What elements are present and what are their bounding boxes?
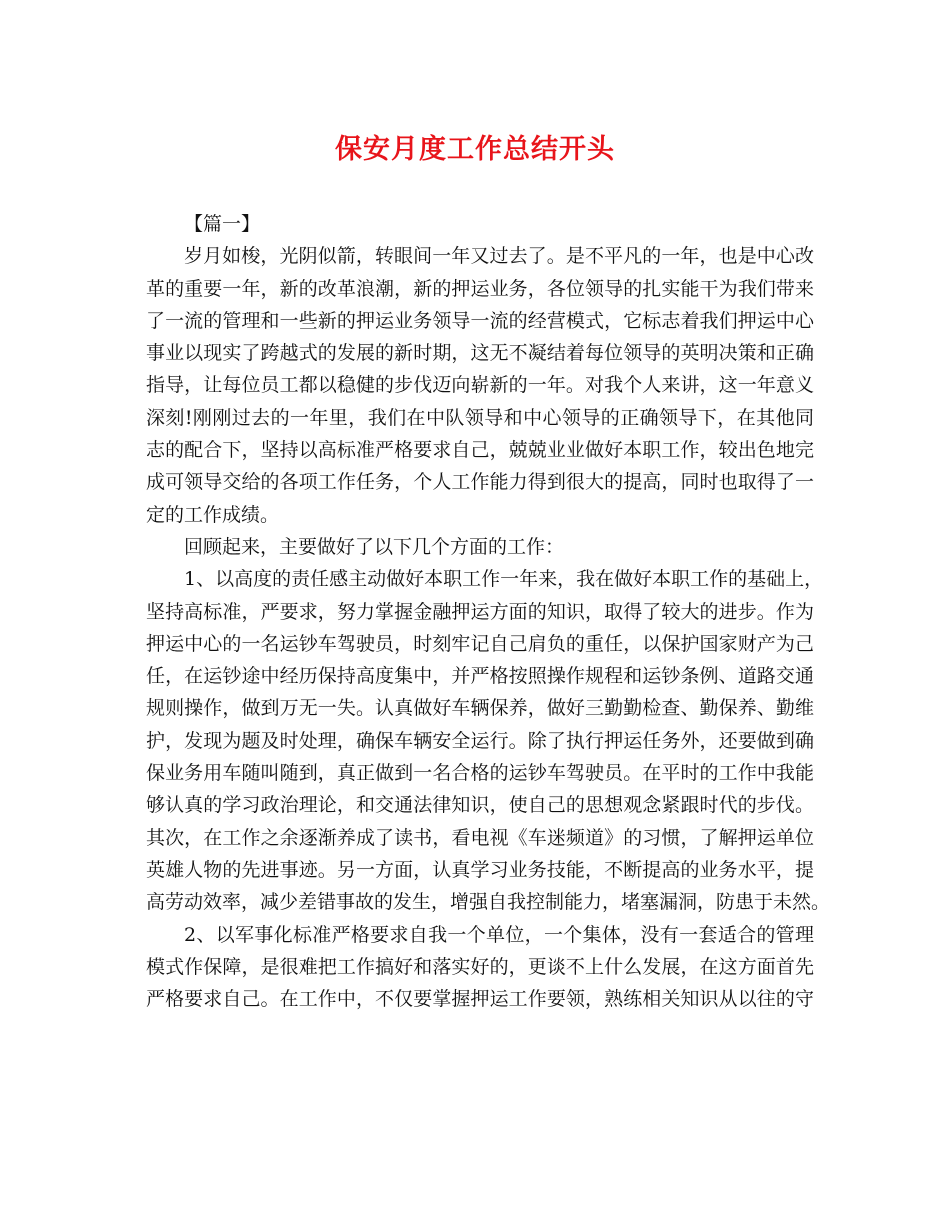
paragraph-line: 定的工作成绩。: [146, 503, 280, 526]
paragraph-line: 押运中心的一名运钞车驾驶员，时刻牢记自己肩负的重任，以保护国家财产为己: [146, 632, 814, 655]
paragraph-line: 2、以军事化标准严格要求自我一个单位，一个集体，没有一套适合的管理: [184, 923, 814, 946]
paragraph-line: 回顾起来，主要做好了以下几个方面的工作：: [184, 535, 565, 558]
paragraph-line: 英雄人物的先进事迹。另一方面，认真学习业务技能，不断提高的业务水平，提: [146, 858, 814, 881]
paragraph-line: 其次，在工作之余逐渐养成了读书，看电视《车迷频道》的习惯，了解押运单位: [146, 826, 814, 849]
section-heading: 【篇一】: [184, 213, 261, 235]
paragraph-line: 事业以现实了跨越式的发展的新时期，这无不凝结着每位领导的英明决策和正确: [146, 342, 814, 365]
paragraph-line: 护，发现为题及时处理，确保车辆安全运行。除了执行押运任务外，还要做到确: [146, 729, 814, 752]
paragraph-line: 1、以高度的责任感主动做好本职工作一年来，我在做好本职工作的基础上，: [184, 568, 824, 591]
paragraph-line: 任，在运钞途中经历保持高度集中，并严格按照操作规程和运钞条例、道路交通: [146, 665, 814, 688]
paragraph-line: 规则操作，做到万无一失。认真做好车辆保养，做好三勤勤检查、勤保养、勤维: [146, 697, 814, 720]
paragraph-line: 严格要求自己。在工作中，不仅要掌握押运工作要领，熟练相关知识从以往的守: [146, 988, 814, 1011]
paragraph-line: 够认真的学习政治理论，和交通法律知识，使自己的思想观念紧跟时代的步伐。: [146, 794, 814, 817]
paragraph-line: 成可领导交给的各项工作任务，个人工作能力得到很大的提高，同时也取得了一: [146, 471, 814, 494]
paragraph-line: 高劳动效率，减少差错事故的发生，增强自我控制能力，堵塞漏洞，防患于未然。: [146, 891, 831, 914]
document-title: 保安月度工作总结开头: [335, 134, 615, 165]
paragraph-line: 指导，让每位员工都以稳健的步伐迈向崭新的一年。对我个人来讲，这一年意义: [146, 374, 814, 397]
paragraph-line: 了一流的管理和一些新的押运业务领导一流的经营模式，它标志着我们押运中心: [146, 309, 814, 332]
paragraph-line: 志的配合下，坚持以高标准严格要求自己，兢兢业业做好本职工作，较出色地完: [146, 439, 814, 462]
paragraph-line: 模式作保障，是很难把工作搞好和落实好的，更谈不上什么发展，在这方面首先: [146, 955, 814, 978]
paragraph-line: 革的重要一年，新的改革浪潮，新的押运业务，各位领导的扎实能干为我们带来: [146, 277, 814, 300]
paragraph-line: 保业务用车随叫随到，真正做到一名合格的运钞车驾驶员。在平时的工作中我能: [146, 762, 814, 785]
paragraph-line: 岁月如梭，光阴似箭，转眼间一年又过去了。是不平凡的一年，也是中心改: [184, 245, 814, 268]
paragraph-line: 坚持高标准，严要求，努力掌握金融押运方面的知识，取得了较大的进步。作为: [146, 600, 814, 623]
paragraph-line: 深刻!刚刚过去的一年里，我们在中队领导和中心领导的正确领导下，在其他同: [146, 406, 814, 429]
document-body: [146, 208, 831, 1015]
